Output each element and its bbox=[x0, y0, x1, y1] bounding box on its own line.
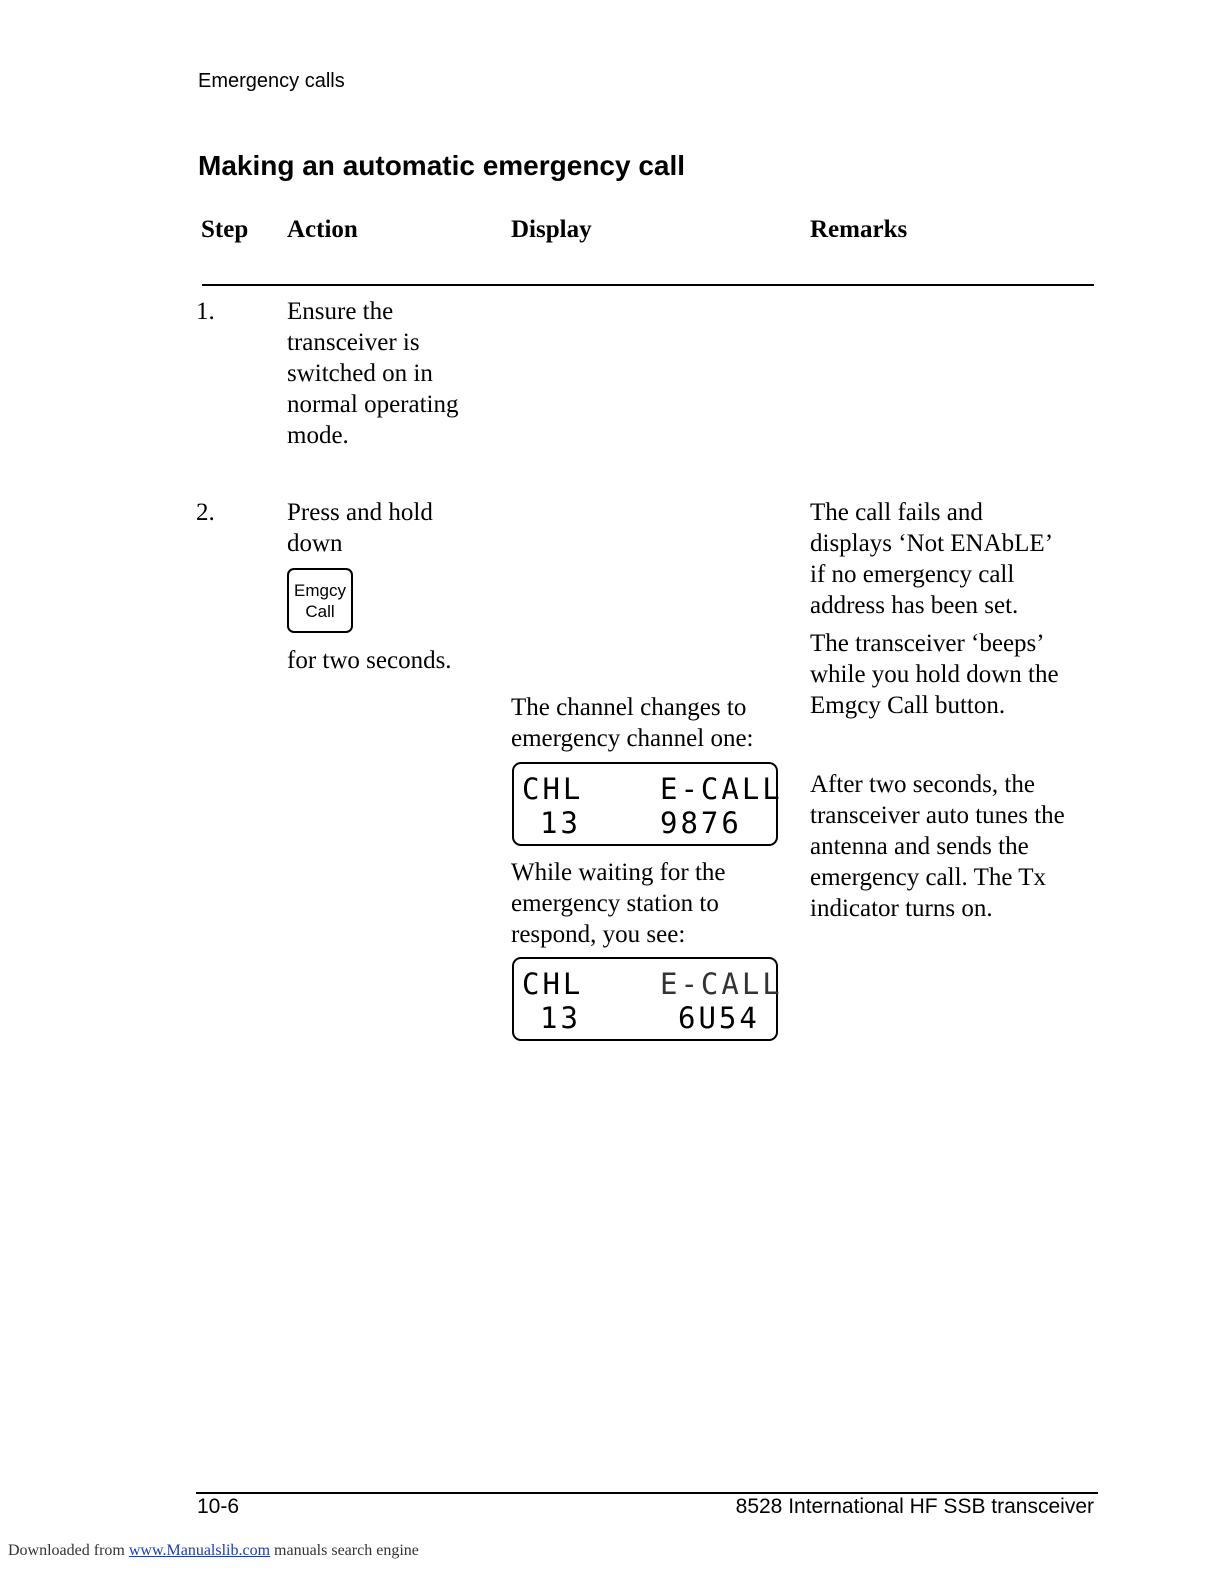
download-prefix: Downloaded from bbox=[8, 1542, 129, 1559]
button-label-line: Emgcy bbox=[294, 580, 346, 600]
step-number: 2. bbox=[196, 499, 215, 526]
lcd-display-channel bbox=[512, 762, 783, 846]
text-line: respond, you see: bbox=[511, 921, 686, 948]
text-line: address has been set. bbox=[810, 592, 1019, 619]
text-line: After two seconds, the bbox=[810, 771, 1035, 798]
column-header-action: Action bbox=[287, 216, 358, 243]
text-line: The transceiver ‘beeps’ bbox=[810, 630, 1045, 657]
lcd-display-waiting bbox=[512, 957, 783, 1041]
step-2-action-duration: for two seconds. bbox=[287, 647, 452, 674]
text-line: Ensure the bbox=[287, 298, 394, 325]
lcd-value: 6U54 bbox=[678, 1001, 760, 1035]
text-line: while you hold down the bbox=[810, 661, 1059, 688]
text-line: switched on in bbox=[287, 360, 433, 387]
step-number: 1. bbox=[196, 298, 215, 325]
text-line: normal operating bbox=[287, 391, 459, 418]
lcd-channel: 13 bbox=[540, 806, 581, 840]
footer-product-name: 8528 International HF SSB transceiver bbox=[735, 1495, 1094, 1518]
lcd-value: 9876 bbox=[660, 806, 742, 840]
text-line: The channel changes to bbox=[511, 694, 747, 721]
text-line: if no emergency call bbox=[810, 561, 1015, 588]
text-line: transceiver is bbox=[287, 329, 420, 356]
header-rule bbox=[202, 284, 1094, 286]
page-title: Making an automatic emergency call bbox=[198, 150, 686, 181]
page-number: 10-6 bbox=[197, 1495, 240, 1518]
text-line: Press and hold bbox=[287, 499, 433, 526]
text-line: antenna and sends the bbox=[810, 833, 1029, 860]
column-header-step: Step bbox=[201, 216, 249, 243]
text-line: down bbox=[287, 530, 343, 557]
download-attribution bbox=[8, 1542, 419, 1560]
remark-auto-tune bbox=[810, 769, 1065, 924]
lcd-label: CHL bbox=[522, 772, 584, 806]
remark-call-fails bbox=[810, 497, 1053, 621]
text-line: mode. bbox=[287, 422, 349, 449]
manualslib-link[interactable]: www.Manualslib.com bbox=[128, 1542, 271, 1559]
step-2-action-intro bbox=[287, 497, 433, 559]
section-label: Emergency calls bbox=[198, 70, 345, 92]
text-line: The call fails and bbox=[810, 499, 983, 526]
column-header-display: Display bbox=[511, 216, 592, 243]
text-line: emergency station to bbox=[511, 890, 719, 917]
text-line: Emgcy Call button. bbox=[810, 692, 1006, 719]
step-1-action bbox=[287, 296, 458, 451]
display-description-channel-change bbox=[511, 692, 753, 754]
lcd-mode: E-CALL bbox=[660, 967, 783, 1001]
text-line: displays ‘Not ENAbLE’ bbox=[810, 530, 1054, 557]
emgcy-call-button-icon bbox=[287, 568, 353, 633]
button-label-line: Call bbox=[305, 601, 335, 621]
display-description-waiting bbox=[511, 857, 726, 950]
text-line: emergency channel one: bbox=[511, 725, 754, 752]
lcd-mode: E-CALL bbox=[660, 772, 783, 806]
lcd-label: CHL bbox=[522, 967, 584, 1001]
text-line: While waiting for the bbox=[511, 859, 726, 886]
text-line: emergency call. The Tx bbox=[810, 864, 1047, 891]
text-line: transceiver auto tunes the bbox=[810, 802, 1065, 829]
footer-rule bbox=[196, 1492, 1098, 1494]
remark-beeps bbox=[810, 628, 1059, 721]
column-header-remarks: Remarks bbox=[810, 216, 908, 243]
text-line: indicator turns on. bbox=[810, 895, 993, 922]
download-suffix: manuals search engine bbox=[270, 1542, 419, 1559]
lcd-channel: 13 bbox=[540, 1001, 581, 1035]
